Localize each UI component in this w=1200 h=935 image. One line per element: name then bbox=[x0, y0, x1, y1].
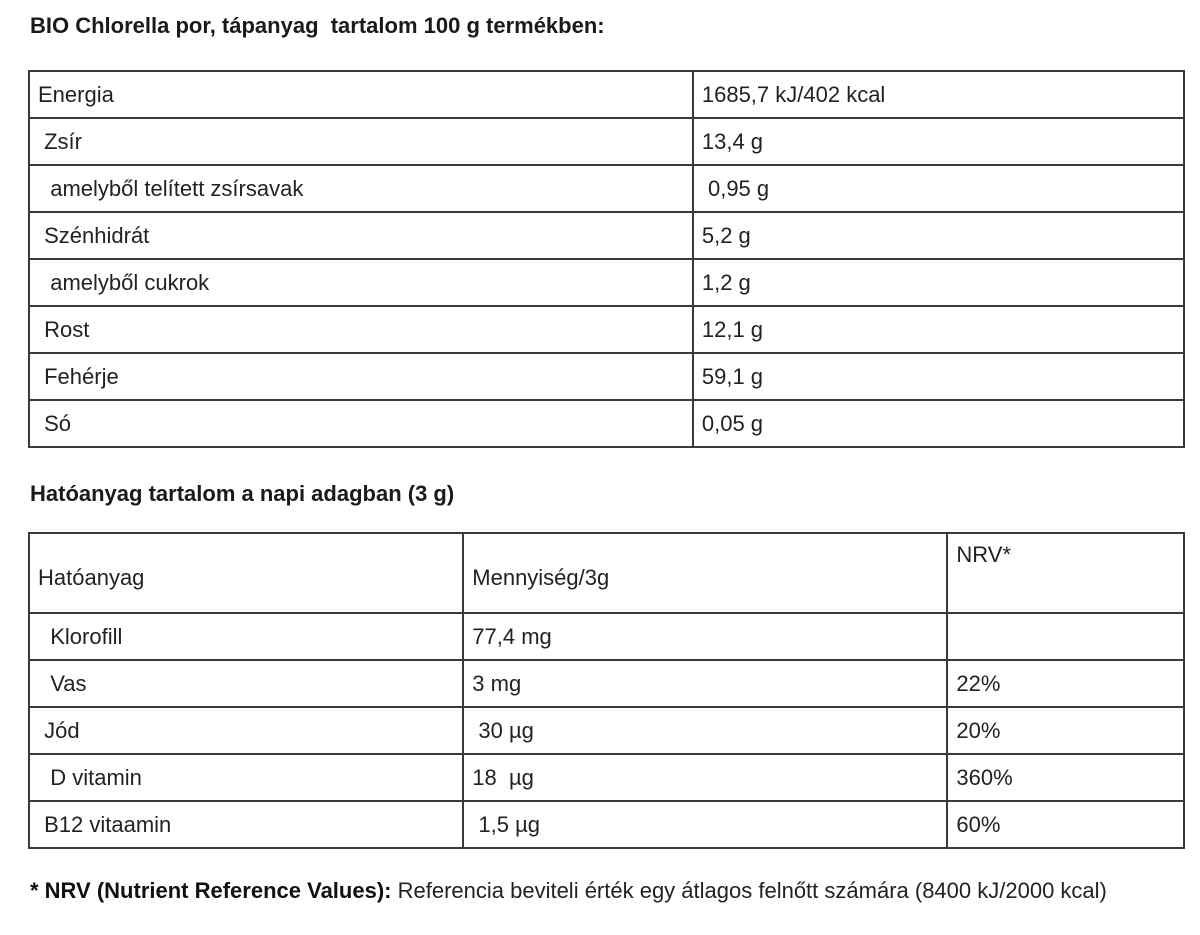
table-row bbox=[29, 353, 1184, 400]
column-header-ingredient: Hatóanyag bbox=[29, 533, 463, 613]
nutrient-value: 0,95 g bbox=[693, 165, 1184, 212]
nutrient-value: 5,2 g bbox=[693, 212, 1184, 259]
nrv-footnote bbox=[30, 876, 1170, 905]
footnote-text: Referencia beviteli érték egy átlagos felnőtt számára (8400 kJ/2000 kcal) bbox=[391, 878, 1107, 903]
nutrient-value: 1685,7 kJ/402 kcal bbox=[693, 71, 1184, 118]
table-row bbox=[29, 754, 1184, 801]
nutrient-label: Zsír bbox=[29, 118, 693, 165]
nutrient-label: amelyből cukrok bbox=[29, 259, 693, 306]
nutrient-label: Só bbox=[29, 400, 693, 447]
column-header-nrv: NRV* bbox=[947, 533, 1184, 613]
nutrient-label: amelyből telített zsírsavak bbox=[29, 165, 693, 212]
nutrient-label: Energia bbox=[29, 71, 693, 118]
column-header-amount: Mennyiség/3g bbox=[463, 533, 947, 613]
table-row bbox=[29, 118, 1184, 165]
ingredient-nrv bbox=[947, 613, 1184, 660]
ingredient-amount: 3 mg bbox=[463, 660, 947, 707]
nutrient-value: 1,2 g bbox=[693, 259, 1184, 306]
ingredient-nrv: 360% bbox=[947, 754, 1184, 801]
table-row bbox=[29, 400, 1184, 447]
ingredient-nrv: 20% bbox=[947, 707, 1184, 754]
nutrient-value: 0,05 g bbox=[693, 400, 1184, 447]
table-row bbox=[29, 212, 1184, 259]
active-ingredients-table bbox=[28, 532, 1185, 849]
table-row bbox=[29, 660, 1184, 707]
table-header-row bbox=[29, 533, 1184, 613]
nutrient-value: 13,4 g bbox=[693, 118, 1184, 165]
ingredient-name: D vitamin bbox=[29, 754, 463, 801]
ingredient-name: Klorofill bbox=[29, 613, 463, 660]
nutrient-value: 59,1 g bbox=[693, 353, 1184, 400]
ingredient-amount: 77,4 mg bbox=[463, 613, 947, 660]
ingredient-name: Jód bbox=[29, 707, 463, 754]
ingredient-amount: 18 µg bbox=[463, 754, 947, 801]
ingredient-name: B12 vitaamin bbox=[29, 801, 463, 848]
table-row bbox=[29, 801, 1184, 848]
nutrient-label: Rost bbox=[29, 306, 693, 353]
nutrient-value: 12,1 g bbox=[693, 306, 1184, 353]
table-row bbox=[29, 707, 1184, 754]
ingredient-amount: 30 µg bbox=[463, 707, 947, 754]
active-ingredients-title: Hatóanyag tartalom a napi adagban (3 g) bbox=[30, 481, 455, 506]
nutrition-title: BIO Chlorella por, tápanyag tartalom 100 g termékben: bbox=[30, 13, 605, 38]
nutrition-table bbox=[28, 70, 1185, 448]
table-row bbox=[29, 165, 1184, 212]
ingredient-amount: 1,5 µg bbox=[463, 801, 947, 848]
nutrient-label: Fehérje bbox=[29, 353, 693, 400]
footnote-label: * NRV (Nutrient Reference Values): bbox=[30, 878, 392, 903]
nutrient-label: Szénhidrát bbox=[29, 212, 693, 259]
ingredient-nrv: 60% bbox=[947, 801, 1184, 848]
table-row bbox=[29, 259, 1184, 306]
ingredient-name: Vas bbox=[29, 660, 463, 707]
table-row bbox=[29, 306, 1184, 353]
table-row bbox=[29, 71, 1184, 118]
ingredient-nrv: 22% bbox=[947, 660, 1184, 707]
table-row bbox=[29, 613, 1184, 660]
